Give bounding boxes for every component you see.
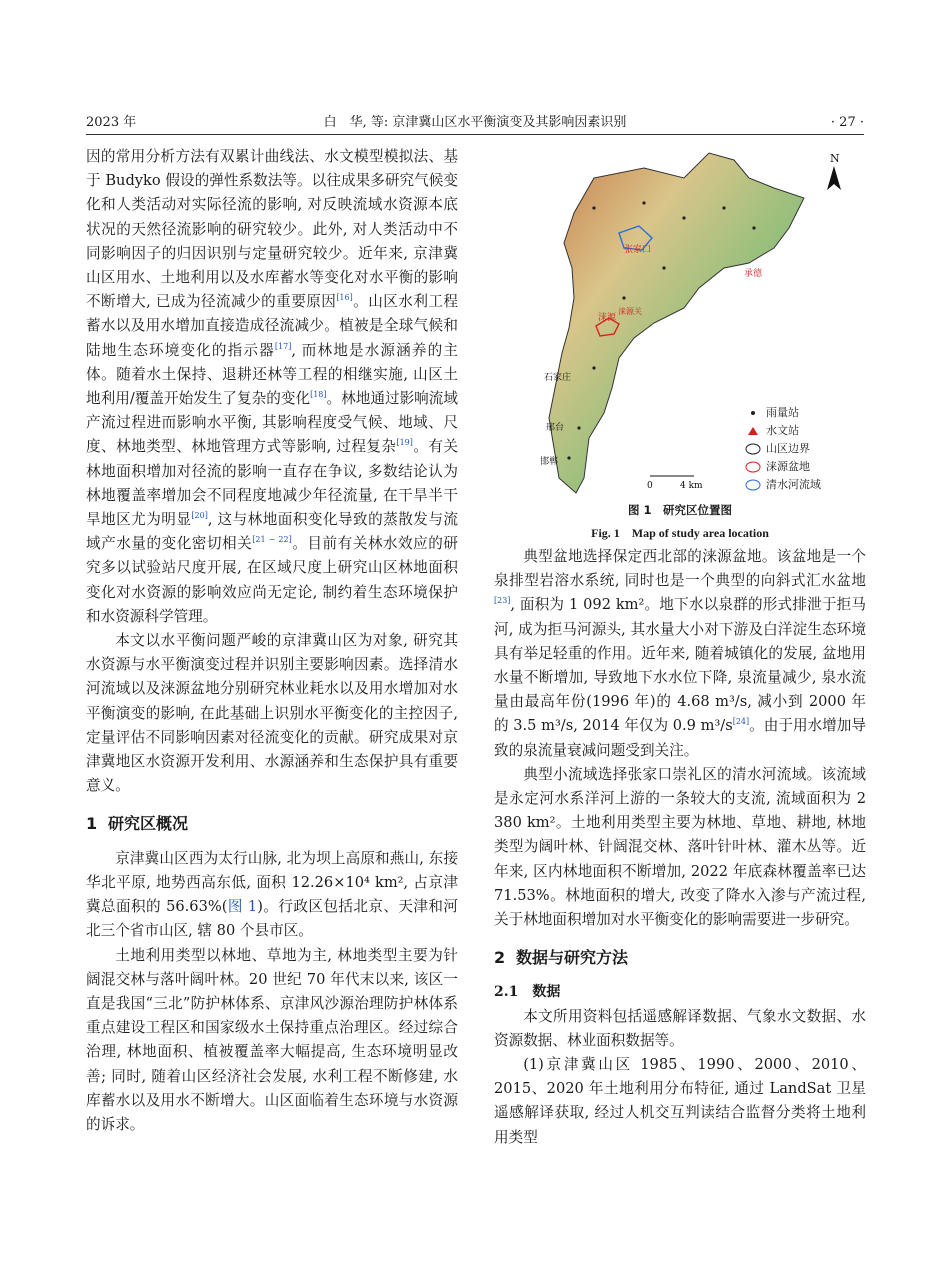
rain-gauge-dot <box>662 266 665 269</box>
label-laiyuan: 涞源 <box>598 313 617 323</box>
paragraph-qingshui: 典型小流域选择张家口崇礼区的清水河流域。该流域是永定河水系洋河上游的一条较大的支流, 流域面积为 2 380 km²。土地利用类型主要为林地、草地、耕地, 林地类型为阔叶林、针阔混交林、落叶针叶林、灌木丛等。近年来, 区内林地面积不断增加, 2022 年底森林覆盖率已达 71.53%。林地面积的增大, 改变了降水入渗与产流过程, 关于林地面积增加对水平衡变化的影响需要进一步研究。 <box>494 765 866 929</box>
rain-gauge-dot <box>592 366 595 369</box>
citation-19[interactable]: [19] <box>396 438 413 448</box>
paragraph-laiyuan: 典型盆地选择保定西北部的涞源盆地。该盆地是一个泉排型岩溶水系统, 同时也是一个典型的向斜式汇水盆地[23], 面积为 1 092 km²。地下水以泉群的形式排泄于拒马河, 成为拒马河源头, 其水量大小对下游及白洋淀生态环境具有举足轻重的作用。近年来, 随着城镇化的发展, 盆地用水量不断增加, 导致地下水水位下降, 泉流量减少, 泉水流量由最高年份(1996 年)的 4.68 m³/s, 减小到 2000 年的 3.5 m³/s, 2014 年仅为 0.9 m³/s[24]。由于用水增加导致的泉流量衰减问题受到关注。 <box>494 548 866 759</box>
citation-17[interactable]: [17] <box>274 341 292 351</box>
legend-qingshui: 清水河流域 <box>766 478 821 491</box>
map-legend <box>744 404 821 494</box>
city-label-xingtai: 邢台 <box>546 423 565 433</box>
rain-gauge-dot <box>577 426 580 429</box>
header-year: 2023 年 <box>86 115 137 130</box>
paragraph-intro: 因的常用分析方法有双累计曲线法、水文模型模拟法、基于 Budyko 假设的弹性系数法等。以往成果多研究气候变化和人类活动对实际径流的影响, 对反映流域水资源本底状况的天然径流影响的研究较少。此外, 对人类活动中不同影响因子的归因识别与定量研究较少。近年来, 京津冀山区用水、土地利用以及水库蓄水等变化对水平衡的影响不断增大, 已成为径流减少的重要原因[16]。山区水利工程蓄水以及用水增加直接造成径流减少。植被是全球气候和陆地生态环境变化的指示器[17], 而林地是水源涵养的主体。随着水土保持、退耕还林等工程的相继实施, 山区土地利用/覆盖开始发生了复杂的变化[18]。林地通过影响流域产流过程进而影响水平衡, 其影响程度受气候、地域、尺度、林地类型、林地管理方式等影响, 过程复杂[19]。有关林地面积增加对径流的影响一直存在争议, 多数结论认为林地覆盖率增加会不同程度地减少年径流量, 在干旱半干旱地区尤为明显[20], 这与林地面积变化导致的蒸散发与流域产水量的变化密切相关[21 − 22]。目前有关林水效应的研究多以试验站尺度开展, 在区域尺度上研究山区林地面积变化对水资源的影响效应尚无定论, 制约着生态环境保护和水资源科学管理。 <box>86 148 458 625</box>
citation-20[interactable]: [20] <box>191 511 208 521</box>
header-page-number: · 27 · <box>830 115 864 130</box>
left-column <box>86 145 458 1137</box>
citation-21-22[interactable]: [21 − 22] <box>252 535 292 545</box>
legend-laiyuan: 涞源盆地 <box>766 460 810 473</box>
label-laiyuan-guan: 涞源关 <box>618 307 642 316</box>
citation-23[interactable]: [23] <box>494 596 511 606</box>
figure-1-link[interactable]: 图 1 <box>227 898 258 916</box>
figure-caption-en: Fig. 1 Map of study area location <box>591 526 769 540</box>
city-label-handan: 邯郸 <box>540 457 559 467</box>
legend-mountain: 山区边界 <box>766 442 810 455</box>
legend-rain: 雨量站 <box>766 406 799 419</box>
label-chengde: 承德 <box>744 269 763 279</box>
citation-16[interactable]: [16] <box>336 293 353 303</box>
rain-gauge-dot <box>622 296 625 299</box>
paragraph-aim: 本文以水平衡问题严峻的京津冀山区为对象, 研究其水资源与水平衡演变过程并识别主要影响因素。选择清水河流域以及涞源盆地分别研究林业耗水以及用水增加对水平衡演变的影响, 在此基础上识别水平衡变化的主控因子, 定量评估不同影响因素对径流变化的贡献。研究成果对京津冀地区水资源开发利用、水源涵养和生态保护具有重要意义。 <box>86 632 458 795</box>
paragraph-landuse: 土地利用类型以林地、草地为主, 林地类型主要为针阔混交林与落叶阔叶林。20 世纪 70 年代末以来, 该区一直是我国“三北”防护林体系、京津风沙源治理防护林体系重点建设工程区和国家级水土保持重点治理区。经过综合治理, 林地面积、植被覆盖率大幅提高, 生态环境明显改善; 同时, 随着山区经济社会发展, 水利工程不断修建, 水库蓄水以及用水不断增大。山区面临着生态环境与水资源的诉求。 <box>86 946 458 1133</box>
rain-gauge-dot <box>722 206 725 209</box>
label-zhangjiakou: 张家口 <box>624 245 652 255</box>
rain-gauge-dot <box>752 226 755 229</box>
section-heading-2: 2 数据与研究方法 <box>494 948 629 968</box>
paragraph-landuse-data: (1)京津冀山区 1985、1990、2000、2010、2015、2020 年土地利用分布特征, 通过 LandSat 卫星遥感解译获取, 经过人机交互判读结合监督分类将土地利用类型 <box>494 1056 866 1146</box>
legend-hydro: 水文站 <box>766 424 799 437</box>
figure-caption-cn: 图 1 研究区位置图 <box>627 503 732 517</box>
right-column <box>494 545 866 1150</box>
scale-zero: 0 <box>647 481 653 491</box>
paragraph-overview: 京津冀山区西为太行山脉, 北为坝上高原和燕山, 东接华北平原, 地势西高东低, 面积 12.26×10⁴ km², 占京津冀总面积的 56.63%(图 1)。行政区包括北京、天津和河北三个省市山区, 辖 80 个县市区。 <box>86 849 458 940</box>
north-arrow-icon <box>827 166 841 190</box>
scale-four: 4 km <box>680 481 703 491</box>
subsection-2-1: 2.1 数据 <box>494 984 561 1001</box>
rain-gauge-dot <box>592 206 595 209</box>
city-label-shijiazhuang: 石家庄 <box>544 373 572 383</box>
rain-gauge-dot <box>642 201 645 204</box>
header-title: 白 华, 等: 京津冀山区水平衡演变及其影响因素识别 <box>323 115 627 130</box>
section-heading-1: 1 研究区概况 <box>86 814 189 834</box>
running-header <box>86 112 864 135</box>
north-arrow-label: N <box>830 152 840 165</box>
citation-18[interactable]: [18] <box>310 390 327 400</box>
citation-24[interactable]: [24] <box>732 717 750 727</box>
paragraph-data: 本文所用资料包括遥感解译数据、气象水文数据、水资源数据、林业面积数据等。 <box>494 1007 866 1049</box>
rain-gauge-dot <box>682 216 685 219</box>
rain-gauge-dot <box>567 456 570 459</box>
